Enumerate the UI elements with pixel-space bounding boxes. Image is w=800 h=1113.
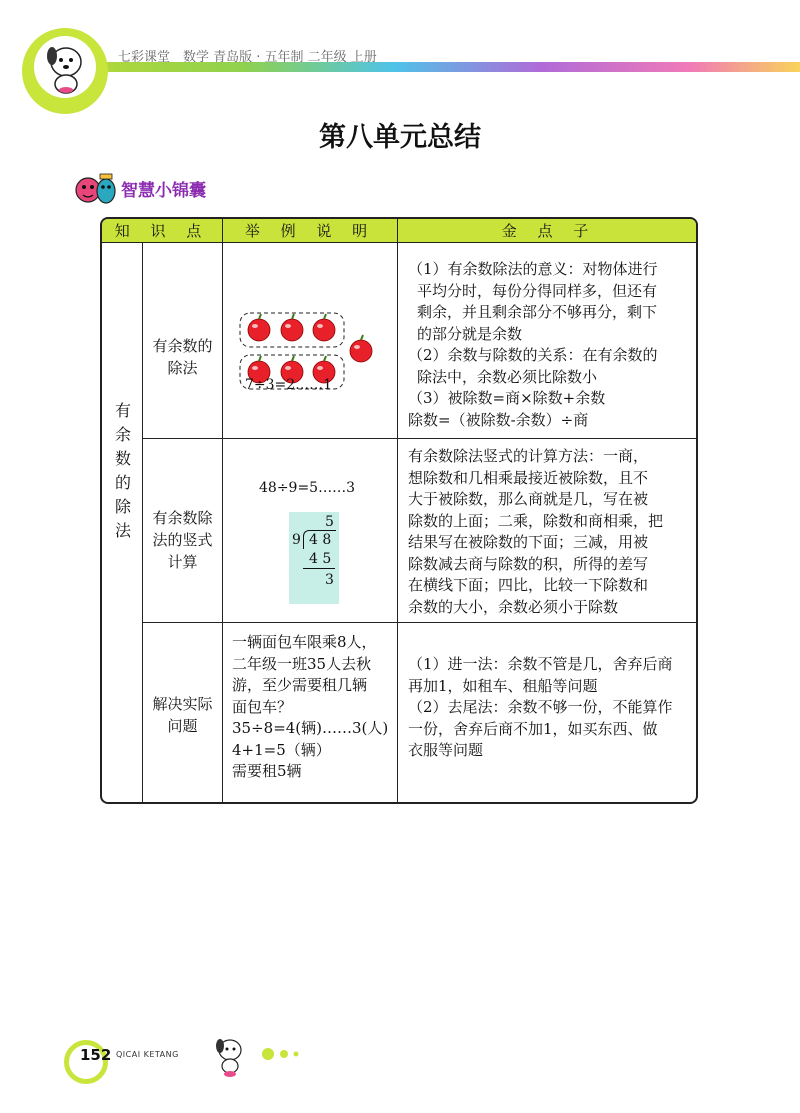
- section-heading: [74, 170, 206, 208]
- example-practical-problem: 一辆面包车限乘8人， 二年级一班35人去秋 游，至少需要租几辆 面包车？ 35÷8=4(辆)……3(人) 4+1=5（辆） 需要租5辆: [232, 633, 389, 780]
- section-label: 智慧小锦囊: [121, 181, 206, 201]
- example-vertical: [223, 438, 397, 622]
- header-title: 七彩课堂 数学 青岛版 · 五年制 二年级 上册: [118, 50, 377, 65]
- header-example: 举 例 说 明: [223, 219, 397, 243]
- page-number: 152: [80, 1046, 112, 1064]
- example-apples: [223, 243, 397, 438]
- topic-remainder-division: 有余数的 除法: [152, 337, 213, 377]
- header-tips: 金 点 子: [398, 219, 698, 243]
- category-label: 有 余 数 的 除 法: [114, 401, 131, 540]
- topic-vertical-calculation: 有余数除 法的竖式 计算: [152, 509, 213, 571]
- mascots-icon: [74, 170, 118, 206]
- tips-vertical-calculation: 有余数除法竖式的计算方法：一商， 想除数和几相乘最接近被除数，且不 大于被除数，那么商就是几，写在被 除数的上面；二乘，除数和商相乘，把 结果写在被除数的下面；三减，用被 除数减去商与除数的积，所得的差写 在横线下面；四比，比较一下除数和 余数的大小，余数必须小于除数: [408, 447, 664, 616]
- footer-mascot-icon: [210, 1034, 310, 1082]
- page-header: [0, 0, 800, 100]
- tips-practical-problems: （1）进一法：余数不管是几，舍弃后商 再加1，如租车、租船等问题 （2）去尾法：余数不够一份，不能算作 一份，舍弃后商不加1，如买东西、做 衣服等问题: [408, 655, 673, 759]
- footer-brand: QICAI KETANG: [116, 1050, 179, 1059]
- summary-table: [100, 217, 698, 804]
- example-equation: 7÷3=2……1: [245, 377, 333, 393]
- topic-practical-problems: 解决实际 问题: [152, 695, 213, 735]
- header-knowledge: 知 识 点: [102, 219, 222, 243]
- page-title: 第八单元总结: [319, 122, 481, 153]
- vertical-equation: 48÷9=5……3: [259, 480, 355, 496]
- vertical-division: 5 9 4 8 4 5 3: [289, 512, 339, 604]
- dog-mascot-icon: [40, 40, 92, 96]
- tips-remainder-division: （1）有余数除法的意义：对物体进行 平均分时，每份分得同样多，但还有 剩余，并且剩余部分不够再分，剩下 的部分就是余数 （2）余数与除数的关系：在有余数的 除法中，余数必须比除数小 （3）被除数=商×除数+余数 除数=（被除数-余数）÷商: [408, 260, 658, 429]
